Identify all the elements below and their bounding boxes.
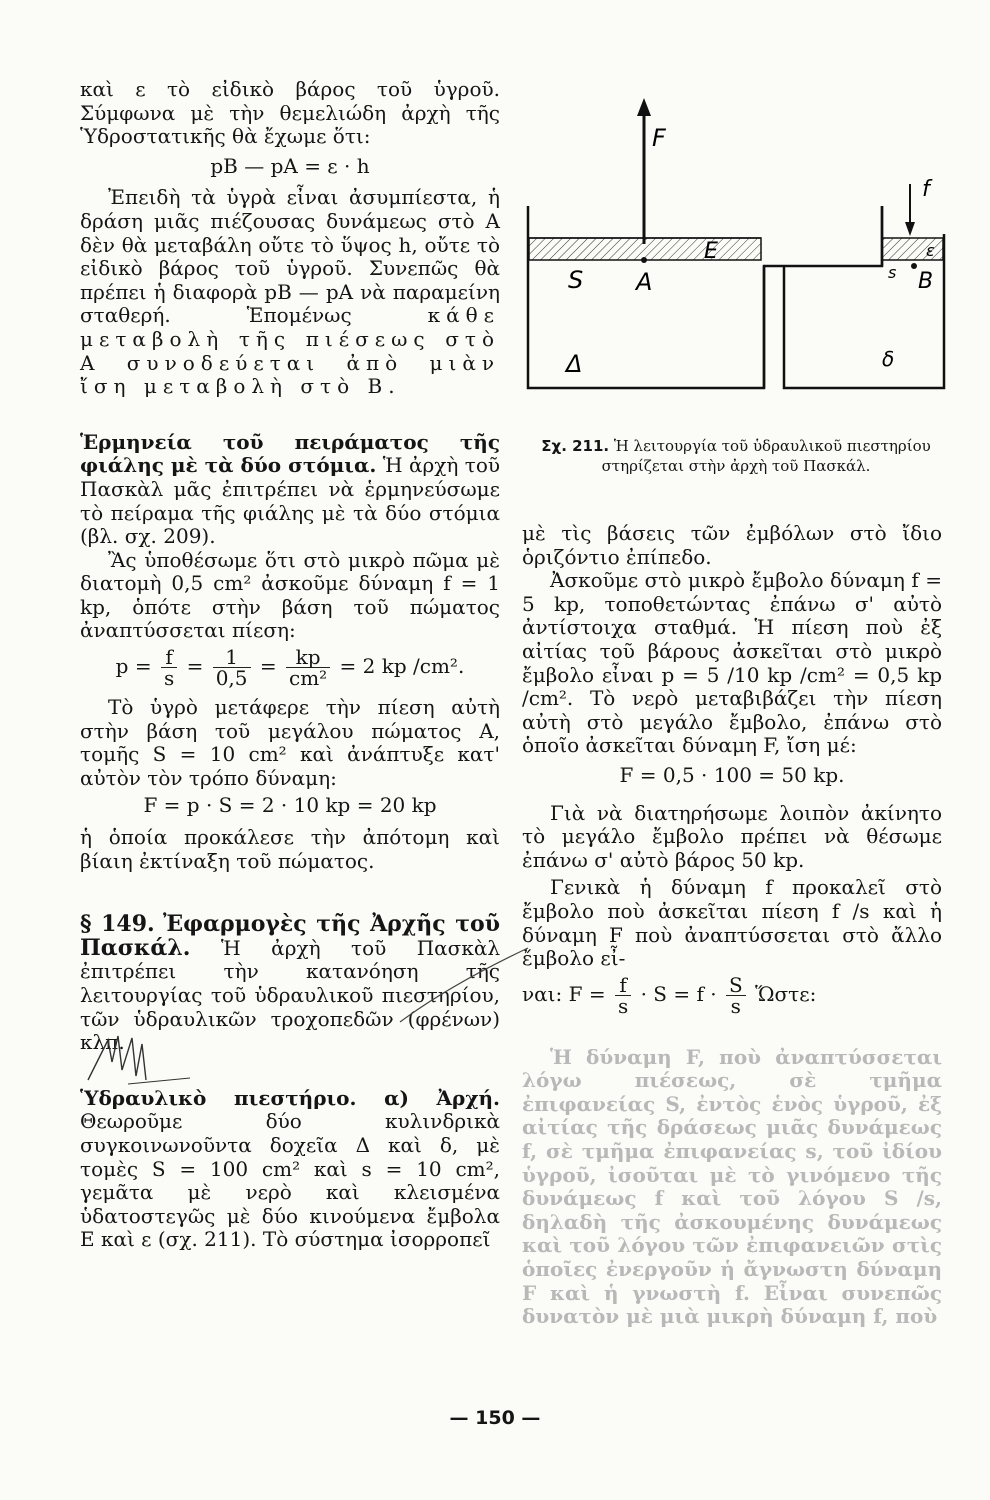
frac-one-over-half [213,645,251,691]
label-f: f [922,177,930,202]
press-text: Θεωροῦμε δύο κυλινδρικὰ συγκοινωνοῦντα δοχεῖα Δ καὶ δ, μὲ τομὲς S = 100 cm² καὶ s = 10 cm², γεμᾶτα μὲ νερὸ καὶ κλεισμένα ὑδατοστεγῶς μὲ δύο κινούμενα ἔμβολα E καὶ ε (σχ. 211). Τὸ σύστημα ἰσορροπεῖ [80,1109,500,1252]
eq2-prefix: ναι: F = [522,981,606,1006]
pressure-formula: pB — pA = ε · h [210,153,370,178]
label-B: B [918,269,934,294]
label-Delta: Δ [566,350,583,378]
apply-paragraph: Ἀσκοῦμε στὸ μικρὸ ἔμβολο δύναμη f = 5 kp, τοποθετώντας ἐπάνω σ' αὐτὸ ἀντίστοιχα σταθμά. Ἡ πίεση ποὺ ἐξ αἰτίας τοῦ βάρους ἀσκεῖται στὸ μικρὸ ἔμβολο εἶναι p = 5 /10 kp /cm² = 0,5 kp /cm². Τὸ νερὸ μεταβιβάζει τὴν πίεση αὐτὴ στὸ μεγάλο ἔμβολο, ἐπάνω στὸ ὁποῖο ἀσκεῖται δύναμη F, ἴση μέ: [522,568,942,758]
press-heading: Ὑδραυλικὸ πιεστήριο. α) Ἀρχή. [80,1085,500,1110]
point-B [911,263,917,269]
eq2-num-S: S [726,975,746,996]
caption-number: Σχ. 211. [541,437,610,455]
caption-text: Ἡ λειτουργία τοῦ ὑδραυλικοῦ πιεστηρίου στηρίζεται στὴν ἀρχὴ τοῦ Πασκάλ. [601,437,931,475]
eq1-equals-b: = [259,654,277,679]
pressure-equation [80,645,500,691]
eq1-p: p = [115,654,152,679]
section-149 [80,913,500,1055]
eq2-mid: · S = f · [640,981,717,1006]
figure-caption [526,436,946,476]
ejection-paragraph: ἡ ὁποία προκάλεσε τὴν ἀπότομη καὶ βίαιη ἐκτίναξη τοῦ πώματος. [80,825,500,873]
intro-paragraph: καὶ ε τὸ εἰδικὸ βάρος τοῦ ὑγροῦ. Σύμφωνα μὲ τὴν θεμελιώδη ἀρχὴ τῆς Ὑδροστατικῆς θὰ ἔχωμε ὅτι: [80,77,500,149]
eq1-result: = 2 kp /cm². [339,654,465,679]
eq2-num-f: f [615,975,631,996]
frac-f-over-s [161,645,177,691]
general-paragraph: Γενικὰ ἡ δύναμη f προκαλεῖ στὸ ἔμβολο ποὺ ἀσκεῖται πίεση f /s καὶ ἡ δύναμη F ποὺ ἀναπτύσσεται στὸ ἄλλο ἔμβολο εἶ- [522,875,942,971]
force-f-arrowhead [905,222,915,236]
eq1-den-cm2: cm² [289,666,328,691]
flask-heading: Ἑρμηνεία τοῦ πειράματος τῆς φιάλης μὲ τὰ δύο στόμια. [80,429,500,478]
section-number: § 149. [80,911,155,938]
label-F: F [652,124,666,152]
eq1-den-s: s [163,666,175,691]
hydraulic-press-figure [526,96,946,396]
eq1-num-one: 1 [213,647,251,668]
faded-rule-paragraph: Ἡ δύναμη F, ποὺ ἀναπτύσσεται λόγω πιέσεως, σὲ τμῆμα ἐπιφανείας S, ἐντὸς ἑνὸς ὑγροῦ, ἐξ αἰτίας τῆς δράσεως μιᾶς δυνάμεως f, σὲ τμῆμα ἐπιφανείας s, τοῦ ἰδίου ὑγροῦ, ἰσοῦται μὲ τὸ γινόμενο τῆς δυνάμεως f καὶ τοῦ λόγου S /s, δηλαδὴ τῆς ἀσκουμένης δυνάμεως καὶ τοῦ λόγου τῶν ἐπιφανειῶν στὶς ὁποῖες ἐνεργοῦν ἡ ἄγνωστη δύναμη F καὶ ἡ γνωστὴ f. Εἶναι συνεπῶς δυνατὸν μὲ μιὰ μικρὴ δύναμη f, ποὺ [522,1044,942,1329]
right-column [522,522,942,1329]
transfer-paragraph: Τὸ ὑγρὸ μετάφερε τὴν πίεση αὐτὴ στὴν βάση τοῦ μεγάλου πώματος A, τομῆς S = 10 cm² καὶ ἀνάπτυξε κατ' αὐτὸν τὸν τρόπο δύναμη: [80,695,500,790]
label-S: S [568,266,584,294]
frac-kp-over-cm2 [286,645,330,691]
eq1-equals-a: = [186,654,204,679]
page-number: — 150 — [449,1407,541,1429]
incompressible-paragraph [80,186,500,398]
section-title: Ἐφαρμογὲς τῆς Ἀρχῆς τοῦ Πασκάλ. [80,911,500,961]
flask-paragraph [80,431,500,549]
flask-text: Ἡ ἀρχὴ τοῦ Πασκὰλ μᾶς ἐπιτρέπει νὰ ἑρμηνεύσωμε τὸ πείραμα τῆς φιάλης μὲ τὰ δύο στόμια (βλ. σχ. 209). [80,453,501,549]
suppose-paragraph: Ἂς ὑποθέσωμε ὅτι στὸ μικρὸ πῶμα μὲ διατομὴ 0,5 cm² ἀσκοῦμε δύναμη f = 1 kp, ὁπότε στὴν βάση τοῦ πώματος ἀναπτύσσεται πίεση: [80,547,500,643]
eq1-den-half: 0,5 [215,666,248,691]
incompressible-text: Ἐπειδὴ τὰ ὑγρὰ εἶναι ἀσυμπίεστα, ἡ δράση μιᾶς πιέζουσας δυνάμεως στὸ A δὲν θὰ μεταβάλη οὔτε τὸ ὕψος h, οὔτε τὸ εἰδικὸ βάρος τοῦ ὑγροῦ. Συνεπῶς θὰ πρέπει ἡ διαφορὰ pB — pA νὰ παραμείνη σταθερή. Ἑπομένως [80,185,500,328]
eq1-num-kp: kp [286,647,330,668]
label-epsilon: ε [926,241,935,260]
section-text: Ἡ ἀρχὴ τοῦ Πασκὰλ ἐπιτρέπει τὴν κατανόηση τῆς λειτουργίας τοῦ ὑδραυλικοῦ πιεστηρίου, τῶν ὑδραυλικῶν τροχοπεδῶν (φρένων) κλπ. [80,935,500,1055]
label-delta: δ [882,347,895,371]
force-F-arrowhead [637,98,651,116]
F-formula: F = 0,5 · 100 = 50 kp. [619,762,845,787]
force-formula: F = p · S = 2 · 10 kp = 20 kp [143,793,437,818]
frac-f-over-s-2 [615,972,631,1018]
label-A: A [636,268,653,296]
label-s: s [888,263,897,282]
frac-S-over-s [726,972,746,1018]
eq2-den-s2: s [730,993,741,1018]
eq2-suffix: Ὥστε: [755,981,817,1006]
eq1-num-f: f [161,647,177,668]
point-A [641,257,647,263]
spaced-emphasis: κάθε μεταβολὴ τῆς πιέσεως στὸ A συνοδεύεται ἀπὸ μιὰν ἴση μεταβολὴ στὸ B. [80,303,500,399]
press-paragraph [80,1087,500,1252]
bases-paragraph: μὲ τὶς βάσεις τῶν ἐμβόλων στὸ ἴδιο ὁριζόντιο ἐπίπεδο. [522,521,942,569]
general-equation [522,972,942,1018]
left-column [80,78,500,1252]
label-E: E [704,239,718,264]
keep-paragraph: Γιὰ νὰ διατηρήσωμε λοιπὸν ἀκίνητο τὸ μεγάλο ἔμβολο πρέπει νὰ θέσωμε ἐπάνω σ' αὐτὸ βάρος 50 kp. [522,800,942,872]
eq2-den-s: s [617,993,629,1018]
